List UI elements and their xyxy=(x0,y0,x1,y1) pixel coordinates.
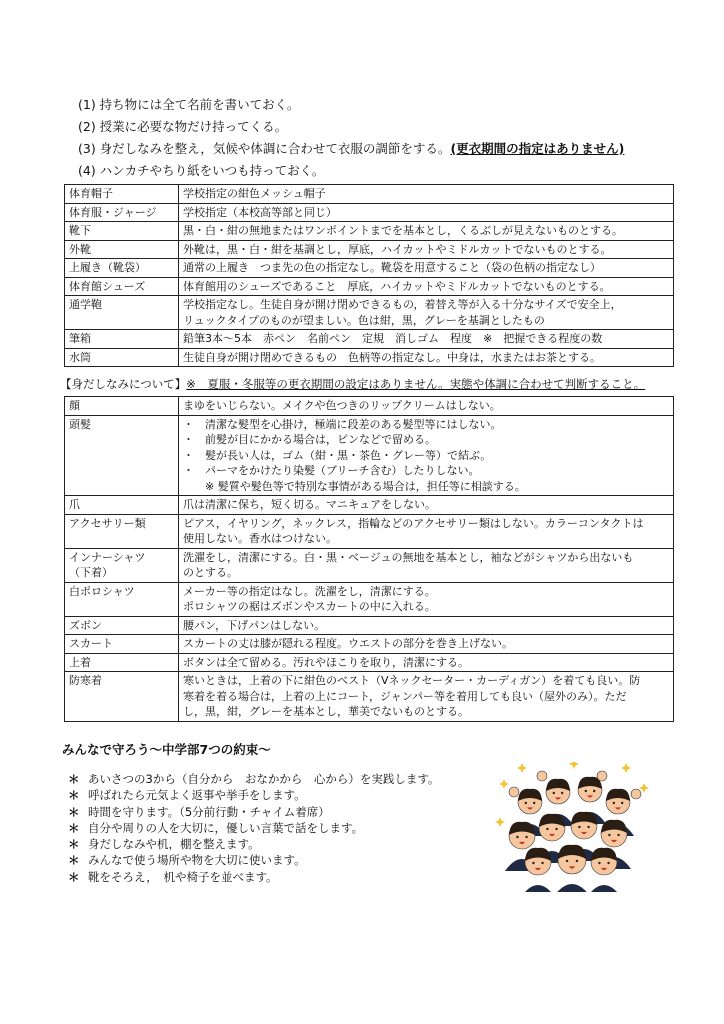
item-cell: 体育帽子 xyxy=(65,185,179,204)
table-row xyxy=(65,415,674,496)
rule-cell xyxy=(179,672,674,722)
intro-text: (4) ハンカチやちり紙をいつも持っておく。 xyxy=(78,163,325,178)
intro-line xyxy=(78,160,698,182)
table-row xyxy=(65,397,674,416)
table-row xyxy=(65,203,674,222)
item-cell: 体育服・ジャージ xyxy=(65,203,179,222)
item-line: 防寒着 xyxy=(69,674,102,687)
promise-text: みんなで使う場所や物を大切に使います。 xyxy=(88,853,306,868)
table-row xyxy=(65,185,674,204)
asterisk-bullet-icon: ＊ xyxy=(68,820,80,835)
gear-table xyxy=(64,184,674,367)
rule-cell xyxy=(179,496,674,515)
rule-line: ・ 前髪が目にかかる場合は，ピンなどで留める。 xyxy=(183,433,436,446)
rule-cell xyxy=(179,240,674,259)
student-eye xyxy=(555,828,557,830)
asterisk-bullet-icon: ＊ xyxy=(68,804,80,819)
rule-line: 学校指定なし。生徒自身が開け閉めできるもの，着替え等が入る十分なサイズで安全上， xyxy=(183,298,622,311)
rule-line: ・ パーマをかけたり染髪（ブリーチ含む）したりしない。 xyxy=(183,464,480,477)
rule-line: 生徒自身が開け閉めできるもの 色柄等の指定なし。中身は，水またはお茶とする。 xyxy=(183,350,601,364)
promise-item xyxy=(68,852,488,868)
table-row xyxy=(65,222,674,241)
student-body xyxy=(554,884,590,892)
student-eye xyxy=(516,836,518,838)
student-eye xyxy=(593,790,595,792)
student-eye xyxy=(532,862,534,864)
promises-list xyxy=(68,771,488,885)
item-cell xyxy=(65,496,179,515)
table-row xyxy=(65,582,674,616)
rule-line: 外靴は，黒・白・紺を基調とし，厚底，ハイカットやミドルカットでないものとする。 xyxy=(183,242,612,256)
asterisk-bullet-icon: ＊ xyxy=(68,853,80,868)
promise-text: 時間を守ります。（5分前行動・チャイム着席） xyxy=(88,804,330,819)
rule-cell xyxy=(179,397,674,416)
table-row xyxy=(65,277,674,296)
intro-text: (3) 身だしなみを整え，気候や体調に合わせて衣服の調節をする。 xyxy=(78,141,451,156)
rule-cell xyxy=(179,616,674,635)
rule-cell xyxy=(179,296,674,330)
student-eye xyxy=(525,836,527,838)
student-eye xyxy=(546,828,548,830)
student-eye xyxy=(587,826,589,828)
promise-text: 靴をそろえ， 机や椅子を並べます。 xyxy=(88,869,278,884)
table-row xyxy=(65,653,674,672)
rule-cell xyxy=(179,635,674,654)
table-row xyxy=(65,296,674,330)
rule-cell xyxy=(179,653,674,672)
table-row xyxy=(65,496,674,515)
item-cell: 水筒 xyxy=(65,348,179,367)
item-cell: 通学鞄 xyxy=(65,296,179,330)
table-row xyxy=(65,635,674,654)
rule-line: 洗濯をし，清潔にする。白・黒・ベージュの無地を基本とし，袖などがシャツから出ないも xyxy=(183,550,634,564)
promise-text: 自分や周りの人を大切に，優しい言葉で話をします。 xyxy=(88,820,364,835)
intro-emphasis: (更衣期間の指定はありません) xyxy=(450,141,625,156)
promise-text: あいさつの3から（自分から おなかから 心から）を実践します。 xyxy=(88,772,440,786)
rule-cell xyxy=(179,330,674,349)
rule-cell xyxy=(179,582,674,616)
item-line: 爪 xyxy=(69,498,80,511)
rule-cell xyxy=(179,514,674,548)
item-line: 顔 xyxy=(69,399,80,412)
item-cell xyxy=(65,582,179,616)
student xyxy=(554,845,590,892)
rule-line: スカートの丈は膝が隠れる程度。ウエストの部分を巻き上げない。 xyxy=(183,637,513,650)
fist-icon xyxy=(631,789,641,799)
rule-line: リュックタイプのものが望ましい。色は紺，黒，グレーを基調としたもの xyxy=(183,313,545,327)
promises-title: みんなで守ろう～中学部7つの約束～ xyxy=(62,742,271,757)
item-cell: 靴下 xyxy=(65,222,179,241)
rule-line: ・ 清潔な髪型を心掛け，極端に段差のある髪型等にはしない。 xyxy=(183,417,502,431)
item-cell xyxy=(65,397,179,416)
rule-cell xyxy=(179,415,674,496)
student-eye xyxy=(598,862,600,864)
intro-text: (2) 授業に必要な物だけ持ってくる。 xyxy=(78,119,288,134)
student-eye xyxy=(607,862,609,864)
intro-line xyxy=(78,94,698,116)
table-row xyxy=(65,672,674,722)
student-eye xyxy=(576,860,578,862)
rule-line: のとする。 xyxy=(183,566,238,579)
appearance-table xyxy=(64,396,674,722)
rule-line: ピアス，イヤリング，ネックレス，指輪などのアクセサリー類はしない。カラーコンタクトは xyxy=(183,516,644,530)
student-eye xyxy=(541,862,543,864)
rule-line: 学校指定の紺色メッシュ帽子 xyxy=(183,187,326,200)
students-group xyxy=(505,771,641,892)
fist-icon xyxy=(597,771,607,781)
sparkle-icon xyxy=(499,779,509,789)
asterisk-bullet-icon: ＊ xyxy=(68,869,80,884)
raised-fist xyxy=(597,771,607,781)
item-line: 頭髪 xyxy=(69,417,91,431)
promise-item xyxy=(68,771,488,787)
rule-line: ボタンは全て留める。汚れやほこりを取り，清潔にする。 xyxy=(183,655,469,669)
item-cell xyxy=(65,672,179,722)
promise-item xyxy=(68,869,488,885)
item-cell: 外靴 xyxy=(65,240,179,259)
student-eye xyxy=(578,826,580,828)
promise-text: 呼ばれたら元気よく返事や挙手をします。 xyxy=(88,788,306,803)
fist-icon xyxy=(537,771,547,781)
student-eye xyxy=(525,802,527,804)
table-row xyxy=(65,616,674,635)
appearance-heading-note: ※ 夏服・冬服等の更衣期間の設定はありません。実態や体調に合わせて判断すること。 xyxy=(186,377,646,391)
rule-line: ・ 髪が長い人は，ゴム（紺・黒・茶色・グレー等）で結ぶ。 xyxy=(183,448,492,462)
item-cell xyxy=(65,514,179,548)
asterisk-bullet-icon: ＊ xyxy=(68,788,80,803)
rule-line: 寒いときは，上着の下に紺色のベスト（Vネックセーター・カーディガン）を着ても良い。防 xyxy=(183,674,641,687)
student-eye xyxy=(621,802,623,804)
sparkle-icon xyxy=(495,817,505,827)
sparkle-icon xyxy=(569,762,579,769)
table-row xyxy=(65,548,674,582)
table-row xyxy=(65,240,674,259)
rule-line: 体育館用のシューズであること 厚底，ハイカットやミドルカットでないものとする。 xyxy=(183,279,611,293)
raised-fist xyxy=(537,771,547,781)
student-body xyxy=(587,885,621,892)
item-cell xyxy=(65,415,179,496)
table-row xyxy=(65,259,674,278)
item-line: アクセサリー類 xyxy=(69,516,146,530)
rule-line: 寒着を着る場合は，上着の上にコート，ジャンパー等を着用しても良い（屋外のみ）。ただ xyxy=(183,689,627,703)
rule-line: し，黒，紺，グレーを基本とし，華美でないものとする。 xyxy=(183,705,469,718)
rule-line: 黒・白・紺の無地またはワンポイントまでを基本とし，くるぶしが見えないものとする。 xyxy=(183,224,623,237)
rule-cell xyxy=(179,548,674,582)
intro-line xyxy=(78,138,698,160)
item-line: （下着） xyxy=(69,566,113,579)
asterisk-bullet-icon: ＊ xyxy=(68,772,80,786)
rule-cell xyxy=(179,222,674,241)
promise-item xyxy=(68,804,488,820)
appearance-heading-title: 【身だしなみについて】 xyxy=(60,377,187,391)
item-cell xyxy=(65,653,179,672)
rule-cell xyxy=(179,203,674,222)
asterisk-bullet-icon: ＊ xyxy=(68,837,80,852)
item-line: スカート xyxy=(69,637,113,650)
item-line: インナーシャツ xyxy=(69,550,146,564)
rule-line: メーカー等の指定はなし。洗濯をし，清潔にする。 xyxy=(183,584,436,598)
item-cell: 上履き（靴袋） xyxy=(65,259,179,278)
student-eye xyxy=(533,802,535,804)
item-line: ズボン xyxy=(69,618,102,632)
student-eye xyxy=(617,834,619,836)
intro-line xyxy=(78,116,698,138)
appearance-heading xyxy=(60,376,700,392)
student-eye xyxy=(585,790,587,792)
raised-fist xyxy=(509,787,519,797)
fist-icon xyxy=(509,787,519,797)
table-row xyxy=(65,348,674,367)
promise-item xyxy=(68,787,488,803)
rule-line: 学校指定（本校高等部と同じ） xyxy=(183,205,337,219)
rule-cell xyxy=(179,259,674,278)
intro-list xyxy=(78,94,698,182)
rule-line: ポロシャツの裾はズボンやスカートの中に入れる。 xyxy=(183,600,436,613)
rule-line: ※ 髪質や髪色等で特別な事情がある場合は，担任等に相談する。 xyxy=(183,479,526,493)
student-eye xyxy=(561,792,563,794)
item-line: 上着 xyxy=(69,655,91,669)
rule-cell xyxy=(179,348,674,367)
rule-cell xyxy=(179,277,674,296)
rule-line: 爪は清潔に保ち，短く切る。マニキュアをしない。 xyxy=(183,498,436,511)
rule-line: 腰パン，下げパンはしない。 xyxy=(183,618,326,632)
rule-cell xyxy=(179,185,674,204)
raised-fist xyxy=(631,789,641,799)
students-cheering-illustration xyxy=(494,762,654,892)
item-cell xyxy=(65,635,179,654)
promise-text: 身だしなみや机，棚を整えます。 xyxy=(88,837,260,852)
rule-line: 鉛筆3本～5本 赤ペン 名前ペン 定規 消しゴム 程度 ※ 把握できる程度の数 xyxy=(183,332,603,345)
intro-text: (1) 持ち物には全て名前を書いておく。 xyxy=(78,97,300,112)
table-row xyxy=(65,330,674,349)
sparkle-icon xyxy=(517,763,527,773)
item-cell xyxy=(65,616,179,635)
promise-item xyxy=(68,820,488,836)
table-row xyxy=(65,514,674,548)
rule-line: 通常の上履き つま先の色の指定なし。靴袋を用意すること（袋の色柄の指定なし） xyxy=(183,261,601,274)
promise-item xyxy=(68,836,488,852)
sparkle-icon xyxy=(621,763,631,773)
student-body xyxy=(521,885,555,892)
student-eye xyxy=(566,860,568,862)
rule-line: 使用しない。香水はつけない。 xyxy=(183,532,337,545)
item-cell: 筆箱 xyxy=(65,330,179,349)
item-cell xyxy=(65,548,179,582)
item-line: 白ポロシャツ xyxy=(69,584,135,598)
item-cell: 体育館シューズ xyxy=(65,277,179,296)
rule-line: まゆをいじらない。メイクや色つきのリップクリームはしない。 xyxy=(183,399,501,412)
student-eye xyxy=(613,802,615,804)
student-eye xyxy=(553,792,555,794)
student-eye xyxy=(608,834,610,836)
